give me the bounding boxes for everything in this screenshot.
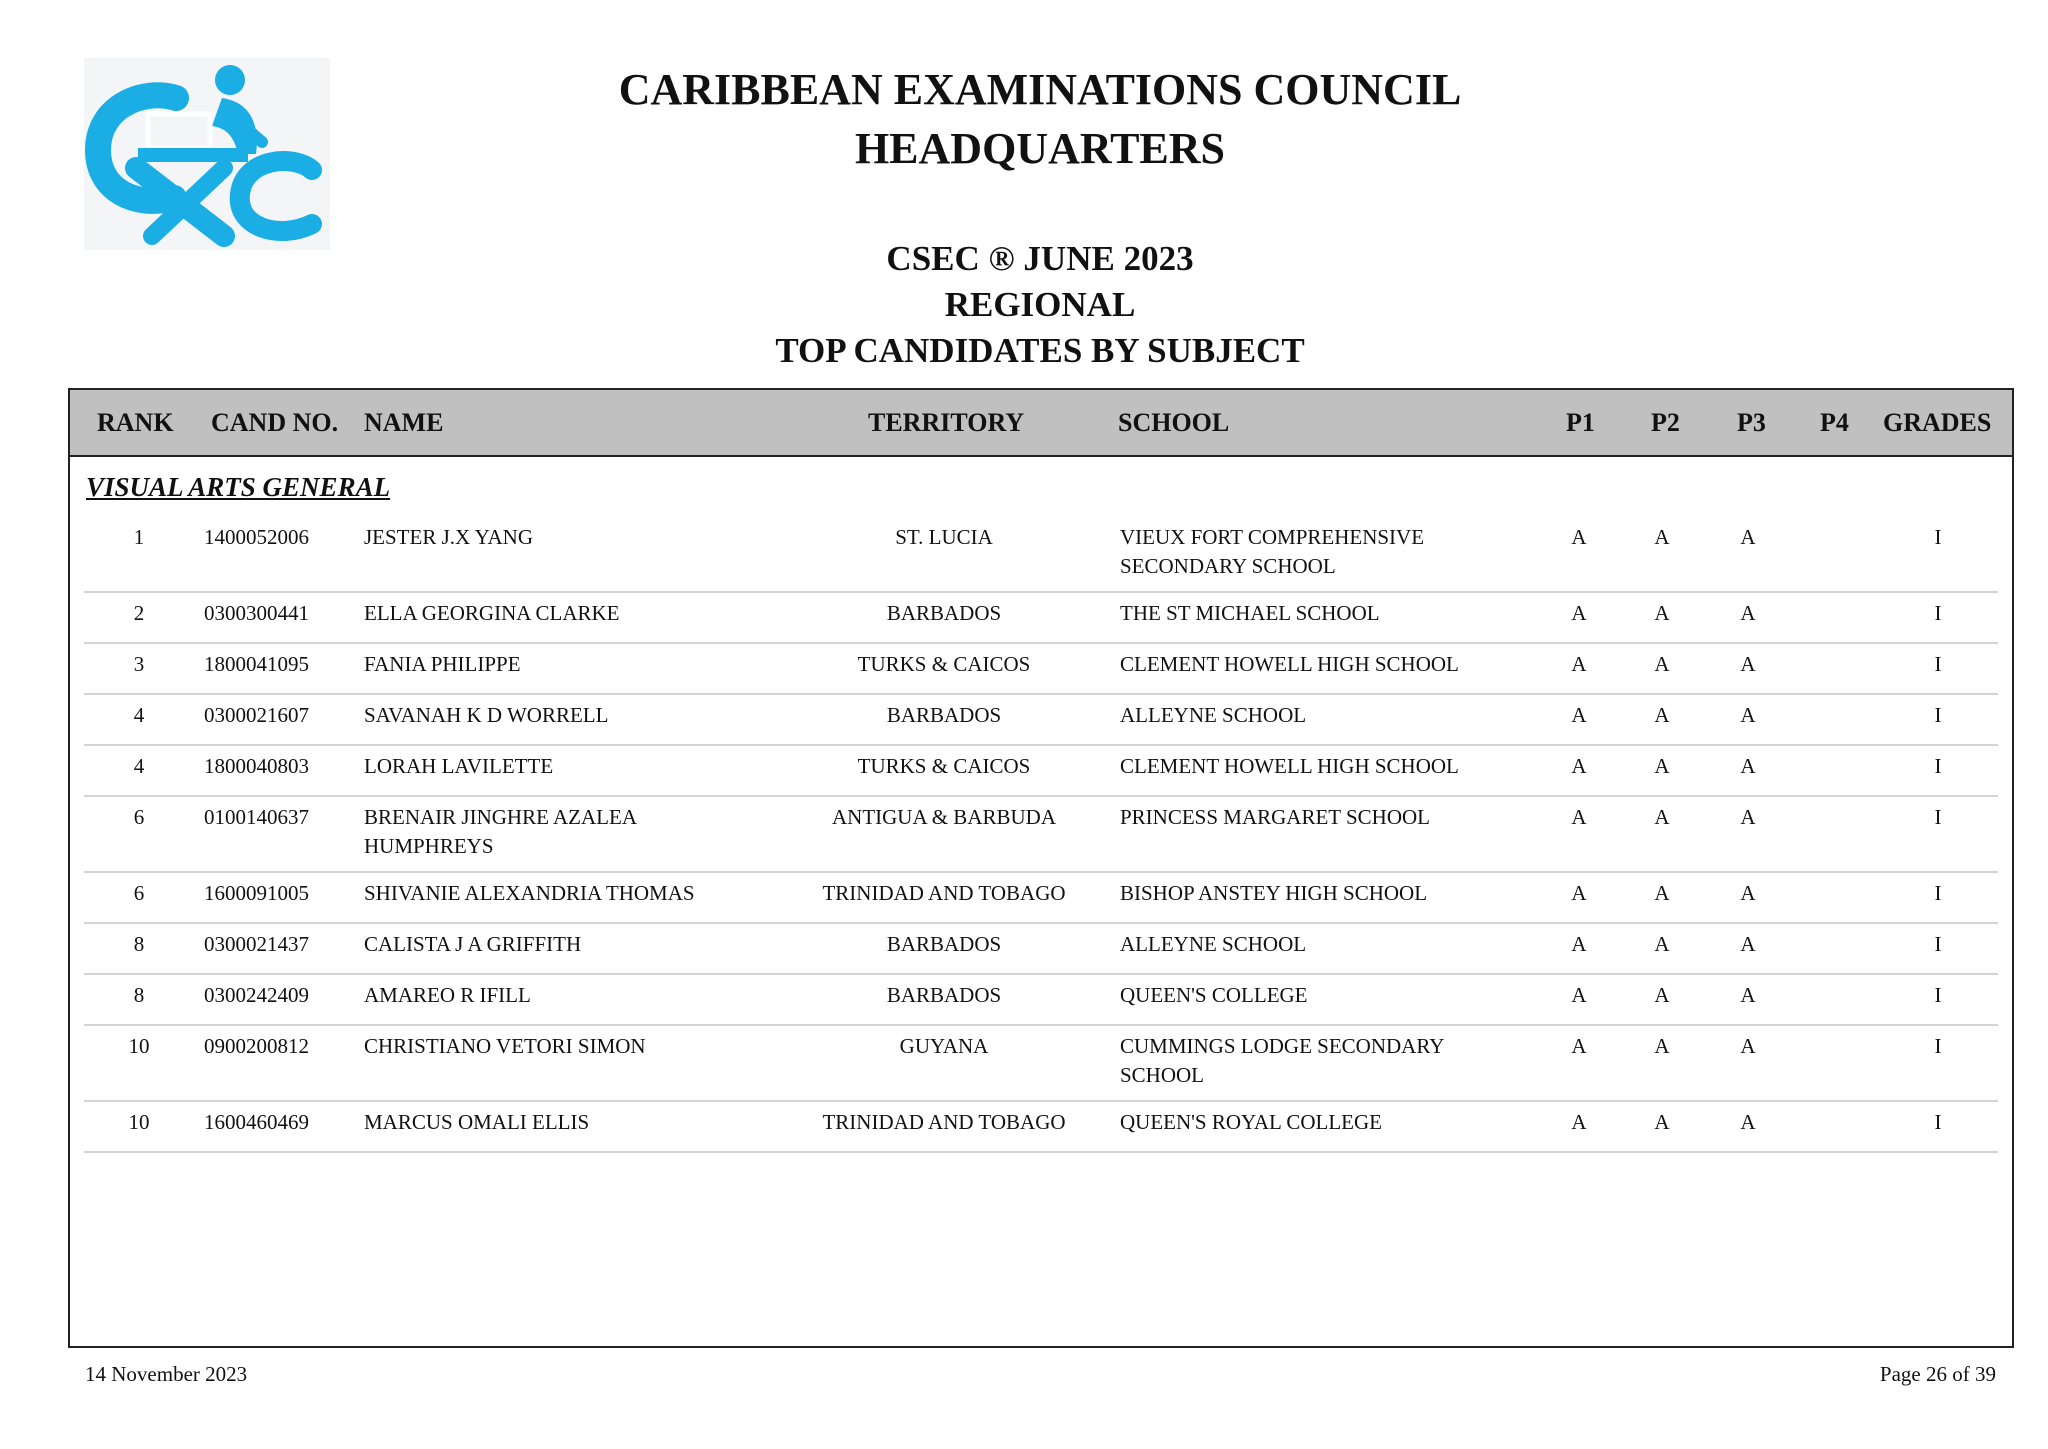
school-cell: VIEUX FORT COMPREHENSIVE SECONDARY SCHOOL xyxy=(1120,525,1425,578)
candidate-number-cell: 0300021437 xyxy=(204,932,309,956)
rank-cell: 6 xyxy=(133,881,145,905)
p1-cell: A xyxy=(1571,754,1587,778)
column-header-p2: P2 xyxy=(1651,408,1680,437)
name-cell: CHRISTIANO VETORI SIMON xyxy=(364,1034,646,1058)
p1-cell: A xyxy=(1571,525,1587,549)
column-header-cand-no: CAND NO. xyxy=(211,408,339,437)
school-cell: QUEEN'S ROYAL COLLEGE xyxy=(1120,1110,1382,1134)
rank-cell: 3 xyxy=(133,652,145,676)
territory-cell: BARBADOS xyxy=(886,703,1002,727)
candidate-number-cell: 0100140637 xyxy=(204,805,309,829)
territory-cell: BARBADOS xyxy=(886,983,1002,1007)
p3-cell: A xyxy=(1740,525,1756,549)
school-cell: BISHOP ANSTEY HIGH SCHOOL xyxy=(1120,881,1428,905)
page-number: Page 26 of 39 xyxy=(1879,1362,1996,1386)
p2-cell: A xyxy=(1654,983,1670,1007)
table-row xyxy=(84,1100,1998,1153)
name-cell: SAVANAH K D WORRELL xyxy=(364,703,609,727)
name-cell: FANIA PHILIPPE xyxy=(364,652,521,676)
exam-title: CSEC ® JUNE 2023 xyxy=(886,239,1194,278)
rank-cell: 4 xyxy=(133,754,145,778)
school-cell: ALLEYNE SCHOOL xyxy=(1120,703,1307,727)
p2-cell: A xyxy=(1654,805,1670,829)
table-header xyxy=(70,390,2012,457)
school-cell: CLEMENT HOWELL HIGH SCHOOL xyxy=(1120,652,1459,676)
p3-cell: A xyxy=(1740,881,1756,905)
table-row xyxy=(84,922,1998,975)
column-header-school: SCHOOL xyxy=(1118,408,1230,437)
territory-cell: TRINIDAD AND TOBAGO xyxy=(822,881,1066,905)
grade-cell: I xyxy=(1934,601,1942,625)
results-table xyxy=(68,388,2014,1348)
territory-cell: BARBADOS xyxy=(886,932,1002,956)
candidate-number-cell: 0900200812 xyxy=(204,1034,309,1058)
table-row xyxy=(84,642,1998,695)
candidate-number-cell: 0300242409 xyxy=(204,983,309,1007)
p2-cell: A xyxy=(1654,932,1670,956)
candidate-number-cell: 0300021607 xyxy=(204,703,309,727)
division-title: HEADQUARTERS xyxy=(854,124,1226,173)
region-title: REGIONAL xyxy=(944,285,1136,324)
p1-cell: A xyxy=(1571,805,1587,829)
name-cell: CALISTA J A GRIFFITH xyxy=(364,932,582,956)
rank-cell: 10 xyxy=(128,1110,150,1134)
column-header-p1: P1 xyxy=(1566,408,1595,437)
column-header-territory: TERRITORY xyxy=(868,408,1025,437)
candidate-number-cell: 1800040803 xyxy=(204,754,309,778)
cxc-logo-icon xyxy=(84,58,330,250)
p3-cell: A xyxy=(1740,983,1756,1007)
rank-cell: 8 xyxy=(133,983,145,1007)
territory-cell: ANTIGUA & BARBUDA xyxy=(831,805,1056,829)
rank-cell: 2 xyxy=(133,601,145,625)
organization-title: CARIBBEAN EXAMINATIONS COUNCIL xyxy=(618,65,1462,114)
territory-cell: TURKS & CAICOS xyxy=(857,652,1031,676)
grade-cell: I xyxy=(1934,1110,1942,1134)
school-cell: PRINCESS MARGARET SCHOOL xyxy=(1120,805,1431,829)
column-header-p3: P3 xyxy=(1737,408,1766,437)
grade-cell: I xyxy=(1934,1034,1942,1058)
name-cell: JESTER J.X YANG xyxy=(364,525,533,549)
rank-cell: 6 xyxy=(133,805,145,829)
p3-cell: A xyxy=(1740,703,1756,727)
column-header-name: NAME xyxy=(364,408,444,437)
p3-cell: A xyxy=(1740,601,1756,625)
table-row xyxy=(84,515,1998,593)
p2-cell: A xyxy=(1654,601,1670,625)
p2-cell: A xyxy=(1654,652,1670,676)
table-row xyxy=(84,744,1998,797)
candidate-number-cell: 0300300441 xyxy=(204,601,309,625)
p2-cell: A xyxy=(1654,881,1670,905)
p3-cell: A xyxy=(1740,1110,1756,1134)
p1-cell: A xyxy=(1571,881,1587,905)
p1-cell: A xyxy=(1571,1034,1587,1058)
table-row xyxy=(84,973,1998,1026)
school-cell: ALLEYNE SCHOOL xyxy=(1120,932,1307,956)
p2-cell: A xyxy=(1654,525,1670,549)
p3-cell: A xyxy=(1740,754,1756,778)
grade-cell: I xyxy=(1934,703,1942,727)
table-row xyxy=(84,693,1998,746)
territory-cell: GUYANA xyxy=(899,1034,989,1058)
table-row xyxy=(84,871,1998,924)
table-row xyxy=(84,591,1998,644)
school-cell: QUEEN'S COLLEGE xyxy=(1120,983,1308,1007)
candidate-number-cell: 1800041095 xyxy=(204,652,309,676)
name-cell: BRENAIR JINGHRE AZALEA HUMPHREYS xyxy=(364,805,636,858)
territory-cell: TRINIDAD AND TOBAGO xyxy=(822,1110,1066,1134)
p2-cell: A xyxy=(1654,1110,1670,1134)
candidate-number-cell: 1400052006 xyxy=(204,525,309,549)
name-cell: SHIVANIE ALEXANDRIA THOMAS xyxy=(364,881,695,905)
territory-cell: BARBADOS xyxy=(886,601,1002,625)
territory-cell: TURKS & CAICOS xyxy=(857,754,1031,778)
school-cell: THE ST MICHAEL SCHOOL xyxy=(1120,601,1380,625)
report-date: 14 November 2023 xyxy=(85,1362,248,1386)
name-cell: AMAREO R IFILL xyxy=(364,983,531,1007)
rank-cell: 8 xyxy=(133,932,145,956)
grade-cell: I xyxy=(1934,652,1942,676)
grade-cell: I xyxy=(1934,932,1942,956)
name-cell: LORAH LAVILETTE xyxy=(364,754,554,778)
territory-cell: ST. LUCIA xyxy=(895,525,993,549)
table-row xyxy=(84,795,1998,873)
name-cell: ELLA GEORGINA CLARKE xyxy=(364,601,620,625)
subject-heading: VISUAL ARTS GENERAL xyxy=(86,472,391,502)
rank-cell: 1 xyxy=(133,525,145,549)
candidate-number-cell: 1600460469 xyxy=(204,1110,309,1134)
school-cell: CUMMINGS LODGE SECONDARY SCHOOL xyxy=(1120,1034,1444,1087)
p3-cell: A xyxy=(1740,652,1756,676)
p1-cell: A xyxy=(1571,652,1587,676)
school-cell: CLEMENT HOWELL HIGH SCHOOL xyxy=(1120,754,1459,778)
grade-cell: I xyxy=(1934,525,1942,549)
grade-cell: I xyxy=(1934,805,1942,829)
grade-cell: I xyxy=(1934,754,1942,778)
p2-cell: A xyxy=(1654,754,1670,778)
name-cell: MARCUS OMALI ELLIS xyxy=(364,1110,590,1134)
grade-cell: I xyxy=(1934,983,1942,1007)
rank-cell: 4 xyxy=(133,703,145,727)
p1-cell: A xyxy=(1571,703,1587,727)
p3-cell: A xyxy=(1740,1034,1756,1058)
column-header-grades: GRADES xyxy=(1883,408,1992,437)
column-header-p4: P4 xyxy=(1820,408,1849,437)
table-row xyxy=(84,1024,1998,1102)
p2-cell: A xyxy=(1654,703,1670,727)
candidate-number-cell: 1600091005 xyxy=(204,881,309,905)
p1-cell: A xyxy=(1571,932,1587,956)
rank-cell: 10 xyxy=(128,1034,150,1058)
grade-cell: I xyxy=(1934,881,1942,905)
column-header-rank: RANK xyxy=(97,408,174,437)
p1-cell: A xyxy=(1571,983,1587,1007)
report-title: TOP CANDIDATES BY SUBJECT xyxy=(775,331,1305,370)
p3-cell: A xyxy=(1740,932,1756,956)
p1-cell: A xyxy=(1571,601,1587,625)
p3-cell: A xyxy=(1740,805,1756,829)
p2-cell: A xyxy=(1654,1034,1670,1058)
p1-cell: A xyxy=(1571,1110,1587,1134)
